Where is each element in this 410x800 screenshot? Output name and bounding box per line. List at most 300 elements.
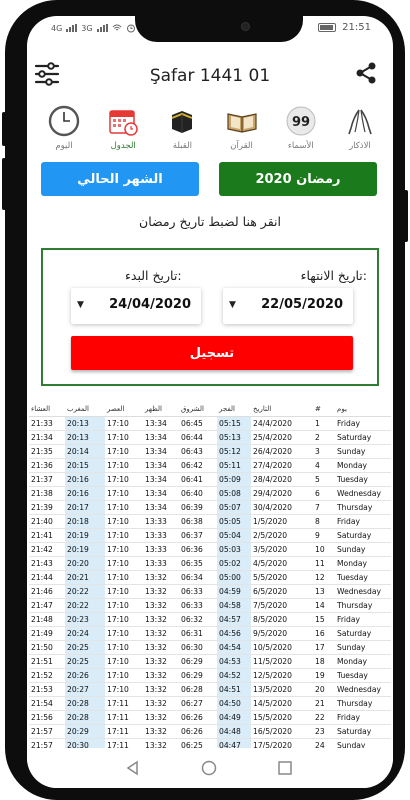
table-cell: 13:34: [143, 500, 179, 514]
clock-icon: [47, 104, 81, 138]
share-icon[interactable]: [353, 60, 379, 86]
table-cell: 5: [313, 472, 335, 486]
table-cell: 4/5/2020: [251, 556, 313, 570]
table-cell: 13:33: [143, 556, 179, 570]
table-cell: Sunday: [335, 542, 391, 556]
table-cell: 5/5/2020: [251, 570, 313, 584]
col-number: #: [313, 402, 335, 416]
table-cell: Saturday: [335, 724, 391, 738]
table-row: [29, 570, 391, 584]
table-cell: 13:32: [143, 654, 179, 668]
table-row: [29, 668, 391, 682]
table-cell: 17:10: [105, 458, 143, 472]
table-row: [29, 542, 391, 556]
table-cell: 20:13: [65, 430, 105, 444]
table-cell: 05:05: [217, 514, 251, 528]
table-cell: 14/5/2020: [251, 696, 313, 710]
table-cell: 11: [313, 556, 335, 570]
table-cell: 06:28: [179, 682, 217, 696]
table-cell: 06:40: [179, 486, 217, 500]
table-cell: 20: [313, 682, 335, 696]
table-cell: 21:33: [29, 416, 65, 430]
end-date-picker[interactable]: [223, 288, 353, 324]
nav-item-today[interactable]: [39, 104, 89, 168]
table-cell: 17:10: [105, 584, 143, 598]
table-cell: 20:30: [65, 738, 105, 748]
table-row: [29, 598, 391, 612]
quran-book-icon: [225, 104, 259, 138]
table-cell: 15: [313, 612, 335, 626]
table-cell: Friday: [335, 612, 391, 626]
table-cell: 29/4/2020: [251, 486, 313, 500]
table-cell: 10/5/2020: [251, 640, 313, 654]
battery-icon: [318, 23, 336, 32]
nav-label: الجدول: [110, 141, 136, 151]
alarm-icon: [126, 23, 136, 33]
table-cell: 13:34: [143, 472, 179, 486]
table-cell: 16: [313, 626, 335, 640]
table-cell: 13: [313, 584, 335, 598]
table-cell: 20:22: [65, 584, 105, 598]
table-cell: 2/5/2020: [251, 528, 313, 542]
app-screen: [27, 16, 393, 788]
table-row: [29, 556, 391, 570]
table-row: [29, 710, 391, 724]
table-cell: 06:36: [179, 542, 217, 556]
recents-icon[interactable]: [277, 760, 293, 776]
table-cell: 13:34: [143, 444, 179, 458]
table-cell: 04:59: [217, 584, 251, 598]
col-maghrib: المغرب: [65, 402, 105, 416]
notch: [135, 16, 303, 42]
table-row: [29, 514, 391, 528]
table-row: [29, 500, 391, 514]
table-cell: 13:34: [143, 458, 179, 472]
table-cell: 17:10: [105, 556, 143, 570]
table-cell: 20:18: [65, 514, 105, 528]
table-cell: 20:19: [65, 528, 105, 542]
table-cell: 13:32: [143, 570, 179, 584]
set-ramadan-hint[interactable]: انقر هنا لضبط تاريخ رمضان: [139, 214, 281, 229]
table-cell: 04:56: [217, 626, 251, 640]
table-cell: 1/5/2020: [251, 514, 313, 528]
col-sunrise: الشروق: [179, 402, 217, 416]
table-cell: 06:37: [179, 528, 217, 542]
table-cell: 13:32: [143, 668, 179, 682]
table-cell: 17:10: [105, 430, 143, 444]
table-row: [29, 416, 391, 430]
table-cell: 20:13: [65, 416, 105, 430]
volume-button-2: [2, 158, 6, 210]
table-cell: 20:29: [65, 724, 105, 738]
table-cell: 17:10: [105, 444, 143, 458]
date-range-panel: [41, 248, 379, 386]
table-cell: 7/5/2020: [251, 598, 313, 612]
table-row: [29, 724, 391, 738]
nav-label: القبلة: [172, 141, 192, 151]
table-cell: 21:42: [29, 542, 65, 556]
phone-frame: [5, 0, 405, 800]
table-body: [29, 416, 391, 748]
nav-label: القرآن: [230, 141, 253, 151]
table-cell: 6: [313, 486, 335, 500]
table-cell: 21: [313, 696, 335, 710]
network-label-2: 3G: [81, 23, 93, 33]
table-cell: 06:43: [179, 444, 217, 458]
table-cell: Friday: [335, 416, 391, 430]
network-label: 4G: [51, 23, 63, 33]
table-cell: 13:32: [143, 738, 179, 748]
table-cell: 06:31: [179, 626, 217, 640]
signal-icon: [66, 24, 77, 32]
table-cell: 17:10: [105, 416, 143, 430]
dropdown-arrow-icon: ▼: [229, 300, 236, 310]
table-cell: 20:28: [65, 710, 105, 724]
table-cell: 9: [313, 528, 335, 542]
table-cell: Tuesday: [335, 668, 391, 682]
praying-hands-icon: [343, 104, 377, 138]
table-cell: 20:15: [65, 458, 105, 472]
table-cell: 30/4/2020: [251, 500, 313, 514]
table-cell: Wednesday: [335, 584, 391, 598]
col-asr: العصر: [105, 402, 143, 416]
table-cell: Friday: [335, 710, 391, 724]
dropdown-arrow-icon: ▼: [77, 300, 84, 310]
table-cell: Sunday: [335, 738, 391, 748]
table-cell: 16/5/2020: [251, 724, 313, 738]
table-cell: 17:10: [105, 654, 143, 668]
nav-label: اليوم: [55, 141, 73, 151]
table-cell: 06:30: [179, 640, 217, 654]
table-cell: 15/5/2020: [251, 710, 313, 724]
table-cell: 04:57: [217, 612, 251, 626]
table-cell: 13:32: [143, 584, 179, 598]
table-cell: Monday: [335, 458, 391, 472]
table-cell: 05:11: [217, 458, 251, 472]
table-cell: 20:27: [65, 682, 105, 696]
table-cell: 8: [313, 514, 335, 528]
table-cell: 24/4/2020: [251, 416, 313, 430]
table-row: [29, 584, 391, 598]
table-cell: 13/5/2020: [251, 682, 313, 696]
wifi-icon: [112, 24, 122, 32]
table-cell: Thursday: [335, 696, 391, 710]
table-cell: 12/5/2020: [251, 668, 313, 682]
table-cell: 21:57: [29, 738, 65, 748]
table-cell: 27/4/2020: [251, 458, 313, 472]
table-cell: 3/5/2020: [251, 542, 313, 556]
table-cell: 9/5/2020: [251, 626, 313, 640]
system-nav-bar: [27, 750, 393, 788]
table-cell: 13:32: [143, 612, 179, 626]
table-cell: 3: [313, 444, 335, 458]
table-row: [29, 654, 391, 668]
table-cell: 21:34: [29, 430, 65, 444]
table-cell: 22: [313, 710, 335, 724]
table-row: [29, 626, 391, 640]
table-cell: 20:16: [65, 472, 105, 486]
table-row: [29, 612, 391, 626]
table-cell: Wednesday: [335, 682, 391, 696]
nav-label: الأسماء: [287, 141, 314, 151]
table-cell: 17:10: [105, 598, 143, 612]
table-cell: 26/4/2020: [251, 444, 313, 458]
table-cell: 21:37: [29, 472, 65, 486]
clock-time: 21:51: [342, 22, 371, 33]
table-cell: 17:10: [105, 626, 143, 640]
table-cell: 17:10: [105, 500, 143, 514]
table-cell: 06:27: [179, 696, 217, 710]
table-cell: 06:29: [179, 654, 217, 668]
table-cell: 17:11: [105, 724, 143, 738]
col-dhuhr: الظهر: [143, 402, 179, 416]
table-cell: 13:32: [143, 682, 179, 696]
table-cell: 20:24: [65, 626, 105, 640]
table-cell: 23: [313, 724, 335, 738]
table-cell: 04:50: [217, 696, 251, 710]
table-cell: 21:40: [29, 514, 65, 528]
signal-icon-2: [97, 24, 108, 32]
table-header-row: [29, 402, 391, 416]
power-button: [404, 190, 408, 242]
table-cell: 13:32: [143, 696, 179, 710]
table-cell: Tuesday: [335, 570, 391, 584]
table-cell: 19: [313, 668, 335, 682]
table-cell: Friday: [335, 514, 391, 528]
nav-item-adhkar[interactable]: [335, 104, 385, 168]
99-names-icon: [284, 104, 318, 138]
table-cell: 21:49: [29, 626, 65, 640]
table-cell: 21:39: [29, 500, 65, 514]
register-button[interactable]: تسجيل: [71, 336, 353, 370]
table-cell: 20:25: [65, 654, 105, 668]
table-cell: 21:44: [29, 570, 65, 584]
table-cell: 13:34: [143, 430, 179, 444]
table-cell: 04:54: [217, 640, 251, 654]
table-cell: 20:26: [65, 668, 105, 682]
table-cell: 24: [313, 738, 335, 748]
table-cell: 17:10: [105, 640, 143, 654]
table-cell: 14: [313, 598, 335, 612]
table-cell: 05:04: [217, 528, 251, 542]
feature-nav: [27, 104, 393, 168]
start-date-picker[interactable]: [71, 288, 201, 324]
col-day: يوم: [335, 402, 391, 416]
table-cell: 06:25: [179, 738, 217, 748]
kaaba-icon: [165, 104, 199, 138]
table-row: [29, 486, 391, 500]
table-cell: 05:07: [217, 500, 251, 514]
table-cell: 04:51: [217, 682, 251, 696]
table-row: [29, 430, 391, 444]
calendar-icon: [106, 104, 140, 138]
table-cell: 7: [313, 500, 335, 514]
table-cell: 11/5/2020: [251, 654, 313, 668]
table-cell: 13:33: [143, 542, 179, 556]
table-cell: 13:32: [143, 710, 179, 724]
table-cell: 20:17: [65, 500, 105, 514]
table-cell: 20:21: [65, 570, 105, 584]
table-cell: 1: [313, 416, 335, 430]
table-cell: Saturday: [335, 528, 391, 542]
table-row: [29, 528, 391, 542]
table-cell: 20:28: [65, 696, 105, 710]
camera-icon: [241, 22, 250, 31]
table-cell: 17:11: [105, 710, 143, 724]
table-cell: 06:26: [179, 724, 217, 738]
table-cell: 06:32: [179, 612, 217, 626]
table-cell: 8/5/2020: [251, 612, 313, 626]
col-isha: العشاء: [29, 402, 65, 416]
volume-button: [2, 112, 6, 146]
table-cell: 17:10: [105, 514, 143, 528]
table-cell: 21:47: [29, 598, 65, 612]
table-cell: 25/4/2020: [251, 430, 313, 444]
start-date-label: تاريخ البدء:: [125, 268, 182, 283]
table-cell: 13:32: [143, 640, 179, 654]
table-cell: Tuesday: [335, 472, 391, 486]
table-cell: 4: [313, 458, 335, 472]
table-row: [29, 640, 391, 654]
table-cell: 21:46: [29, 584, 65, 598]
table-cell: 21:56: [29, 710, 65, 724]
table-cell: 21:35: [29, 444, 65, 458]
table-cell: 21:38: [29, 486, 65, 500]
nav-item-names[interactable]: [276, 104, 326, 168]
table-row: [29, 472, 391, 486]
table-cell: 06:33: [179, 584, 217, 598]
app-header: [27, 56, 393, 100]
table-cell: 21:53: [29, 682, 65, 696]
table-cell: 2: [313, 430, 335, 444]
table-cell: 04:58: [217, 598, 251, 612]
table-cell: 06:29: [179, 668, 217, 682]
table-cell: 13:33: [143, 514, 179, 528]
table-cell: 06:26: [179, 710, 217, 724]
table-cell: 10: [313, 542, 335, 556]
table-cell: 06:33: [179, 598, 217, 612]
table-cell: 05:00: [217, 570, 251, 584]
table-cell: 05:12: [217, 444, 251, 458]
table-cell: 12: [313, 570, 335, 584]
nav-item-quran[interactable]: [217, 104, 267, 168]
table-cell: 17: [313, 640, 335, 654]
nav-label: الاذكار: [349, 141, 371, 151]
table-cell: 05:15: [217, 416, 251, 430]
table-cell: 17:10: [105, 612, 143, 626]
table-cell: Thursday: [335, 598, 391, 612]
table-cell: 20:19: [65, 542, 105, 556]
table-cell: 13:32: [143, 626, 179, 640]
table-cell: 06:41: [179, 472, 217, 486]
table-cell: 04:52: [217, 668, 251, 682]
table-cell: 13:34: [143, 486, 179, 500]
table-cell: 18: [313, 654, 335, 668]
table-cell: 21:52: [29, 668, 65, 682]
table-cell: 06:39: [179, 500, 217, 514]
nav-item-qibla[interactable]: [157, 104, 207, 168]
table-cell: 13:33: [143, 528, 179, 542]
table-cell: 05:09: [217, 472, 251, 486]
table-cell: 17:10: [105, 682, 143, 696]
table-cell: Saturday: [335, 430, 391, 444]
table-row: [29, 682, 391, 696]
table-cell: 20:16: [65, 486, 105, 500]
table-cell: 06:45: [179, 416, 217, 430]
table-cell: Wednesday: [335, 486, 391, 500]
table-cell: 28/4/2020: [251, 472, 313, 486]
table-cell: 06:35: [179, 556, 217, 570]
table-cell: 20:25: [65, 640, 105, 654]
back-icon[interactable]: [125, 760, 141, 776]
table-cell: 06:38: [179, 514, 217, 528]
nav-item-table[interactable]: [98, 104, 148, 168]
table-cell: 06:44: [179, 430, 217, 444]
current-month-button[interactable]: الشهر الحالي: [41, 162, 199, 196]
table-cell: 17:11: [105, 738, 143, 748]
table-cell: Thursday: [335, 500, 391, 514]
table-cell: 17:11: [105, 696, 143, 710]
table-cell: 04:48: [217, 724, 251, 738]
table-cell: 21:36: [29, 458, 65, 472]
hijri-date-title: Şafar 1441 01: [149, 66, 271, 86]
end-date-label: تاريخ الانتهاء:: [300, 268, 367, 283]
table-cell: 05:13: [217, 430, 251, 444]
table-cell: 06:34: [179, 570, 217, 584]
table-cell: 05:02: [217, 556, 251, 570]
table-cell: Monday: [335, 654, 391, 668]
ramadan-button[interactable]: رمضان 2020: [219, 162, 377, 196]
table-cell: Monday: [335, 556, 391, 570]
table-cell: 21:57: [29, 724, 65, 738]
table-cell: 17:10: [105, 486, 143, 500]
table-cell: 05:03: [217, 542, 251, 556]
table-cell: Sunday: [335, 640, 391, 654]
end-date-value: 22/05/2020: [261, 297, 343, 312]
table-cell: 17/5/2020: [251, 738, 313, 748]
table-cell: 21:51: [29, 654, 65, 668]
table-row: [29, 738, 391, 748]
table-cell: 21:48: [29, 612, 65, 626]
table-row: [29, 444, 391, 458]
col-fajr: الفجر: [217, 402, 251, 416]
table-cell: 04:53: [217, 654, 251, 668]
table-row: [29, 696, 391, 710]
prayer-times-table[interactable]: [29, 402, 391, 748]
table-cell: 21:43: [29, 556, 65, 570]
table-cell: 04:47: [217, 738, 251, 748]
table-cell: 13:34: [143, 416, 179, 430]
table-cell: 20:23: [65, 612, 105, 626]
table-cell: 17:10: [105, 570, 143, 584]
table-row: [29, 458, 391, 472]
home-icon[interactable]: [201, 760, 217, 776]
table-cell: 21:54: [29, 696, 65, 710]
table-cell: 20:22: [65, 598, 105, 612]
table-cell: 20:20: [65, 556, 105, 570]
table-cell: 13:32: [143, 724, 179, 738]
table-cell: 17:10: [105, 542, 143, 556]
table-cell: 6/5/2020: [251, 584, 313, 598]
svg-text:99: 99: [291, 115, 310, 130]
table-cell: 04:49: [217, 710, 251, 724]
col-date: التاريخ: [251, 402, 313, 416]
table-cell: Sunday: [335, 444, 391, 458]
table-cell: 21:41: [29, 528, 65, 542]
table-cell: 05:08: [217, 486, 251, 500]
table-cell: 17:10: [105, 668, 143, 682]
table-cell: 06:42: [179, 458, 217, 472]
